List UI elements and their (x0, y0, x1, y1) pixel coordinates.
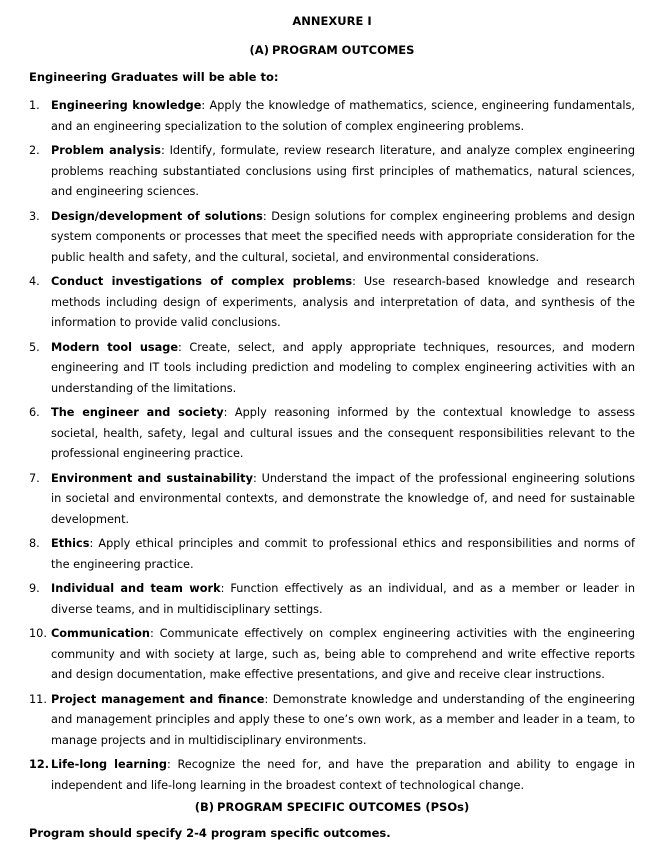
outcome-item (29, 338, 635, 400)
outcome-number: 12. (29, 758, 50, 771)
psos-note: Program should specify 2-4 program specific outcomes. (29, 826, 391, 840)
outcome-item (29, 96, 635, 137)
outcome-text: : Use research-based knowledge and research methods including design of experiments, analysis and interpretation of data, and synthesis of the information to provide valid conclusions. (51, 275, 635, 329)
outcome-body (51, 469, 635, 531)
outcome-term: Life-long learning (51, 758, 167, 771)
outcome-number: 7. (29, 471, 40, 485)
outcome-number: 3. (29, 209, 40, 223)
intro-text: Engineering Graduates will be able to: (29, 70, 279, 84)
outcome-term: Environment and sustainability (51, 471, 253, 485)
annexure-title: ANNEXURE I (292, 14, 372, 28)
outcome-body (51, 690, 635, 752)
outcome-body (51, 207, 635, 269)
outcome-item (29, 624, 635, 686)
outcome-body (51, 272, 635, 334)
outcomes-list (29, 96, 635, 796)
outcome-body (51, 755, 635, 796)
outcome-term: Ethics (51, 537, 90, 550)
outcome-item (29, 469, 635, 531)
outcome-body (51, 141, 635, 203)
section-a-label: (A) (249, 43, 269, 57)
section-b-label: (B) (194, 800, 215, 814)
outcome-term: The engineer and society (51, 406, 224, 419)
outcome-text: : Understand the impact of the professional engineering solutions in societal and environmental contexts, and demonstrate the knowledge of, and need for sustainable development. (51, 471, 635, 526)
outcome-term: Individual and team work (51, 582, 221, 595)
outcome-term: Project management and finance (51, 692, 265, 706)
outcome-body (51, 403, 635, 465)
section-a-heading (29, 43, 635, 57)
outcome-number: 6. (29, 406, 40, 419)
outcome-text: : Apply the knowledge of mathematics, science, engineering fundamentals, and an engineering specialization to the solution of complex engineering problems. (51, 99, 635, 133)
outcome-term: Engineering knowledge (51, 99, 202, 112)
outcome-body (51, 534, 635, 575)
outcome-text: : Communicate effectively on complex engineering activities with the engineering community and with society at large, such as, being able to comprehend and write effective reports and design documentation, make effective presentations, and give and receive clear instructions. (51, 627, 635, 681)
outcome-term: Conduct investigations of complex problems (51, 275, 353, 288)
section-b-title: PROGRAM SPECIFIC OUTCOMES (PSOs) (217, 800, 470, 814)
outcome-body (51, 96, 635, 137)
outcome-item (29, 403, 635, 465)
outcome-item (29, 207, 635, 269)
outcome-number: 11. (29, 692, 47, 706)
outcome-number: 8. (29, 537, 40, 550)
outcome-term: Communication (51, 627, 150, 640)
outcome-text: : Create, select, and apply appropriate techniques, resources, and modern engineering and IT tools including prediction and modeling to complex engineering activities with an understanding of the limitations. (51, 340, 635, 395)
outcome-item (29, 690, 635, 752)
outcome-item (29, 272, 635, 334)
outcome-body (51, 579, 635, 620)
outcome-number: 9. (29, 582, 40, 595)
outcome-text: : Function effectively as an individual, and as a member or leader in diverse teams, and in multidisciplinary settings. (51, 582, 635, 616)
outcome-term: Problem analysis (51, 144, 161, 157)
outcome-item (29, 755, 635, 796)
outcome-body (51, 338, 635, 400)
outcome-item (29, 579, 635, 620)
outcome-text: : Identify, formulate, review research literature, and analyze complex engineering problems reaching substantiated conclusions using first principles of mathematics, natural sciences, and engineering sciences. (51, 144, 635, 198)
outcome-text: : Design solutions for complex engineering problems and design system components or processes that meet the specified needs with appropriate consideration for the public health and safety, and the cultural, societal, and environmental considerations. (51, 209, 635, 264)
outcome-term: Modern tool usage (51, 340, 179, 354)
outcome-term: Design/development of solutions (51, 209, 263, 223)
section-b-heading (29, 800, 635, 814)
outcome-item (29, 141, 635, 203)
outcome-text: : Apply ethical principles and commit to professional ethics and responsibilities and norms of the engineering practice. (51, 537, 635, 571)
outcome-number: 2. (29, 144, 40, 157)
outcome-text: : Recognize the need for, and have the preparation and ability to engage in independent and life-long learning in the broadest context of technological change. (51, 758, 635, 792)
outcome-body (51, 624, 635, 686)
outcome-number: 4. (29, 275, 40, 288)
outcome-item (29, 534, 635, 575)
outcome-text: : Apply reasoning informed by the contextual knowledge to assess societal, health, safety, legal and cultural issues and the consequent responsibilities relevant to the professional engineering practice. (51, 406, 635, 460)
section-a-title: PROGRAM OUTCOMES (271, 43, 415, 57)
outcome-number: 5. (29, 340, 40, 354)
outcome-number: 1. (29, 99, 40, 112)
outcome-number: 10. (29, 627, 47, 640)
outcome-text: : Demonstrate knowledge and understanding of the engineering and management principles and apply these to one’s own work, as a member and leader in a team, to manage projects and in multidisciplinary environments. (51, 692, 636, 747)
